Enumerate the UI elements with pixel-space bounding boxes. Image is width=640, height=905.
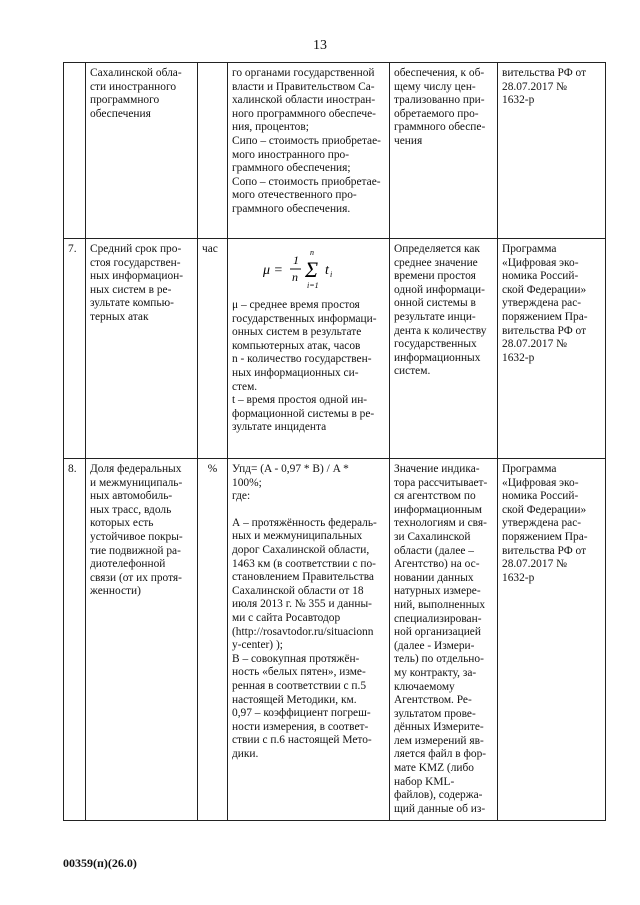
cell-line: результате инци-	[394, 310, 476, 323]
svg-text:1: 1	[292, 253, 299, 267]
cell-line: государственных информаци-	[232, 312, 377, 325]
formula-graphic	[249, 243, 369, 293]
cell-line: обретаемого про-	[394, 107, 479, 120]
cell-line: одной информаци-	[394, 283, 485, 296]
unit-cell: час	[198, 239, 228, 459]
indicator-name	[86, 63, 198, 239]
cell-line: μ – среднее время простоя	[232, 299, 360, 311]
cell-line: зультате инцидента	[232, 421, 327, 434]
cell-line: которых есть	[90, 517, 154, 530]
cell-line: 1463 км (в соответствии с по-	[232, 557, 376, 570]
indicator-name	[86, 459, 198, 821]
cell-line: технологиям и свя-	[394, 517, 487, 530]
cell-line: ния, процентов;	[232, 121, 309, 134]
cell-line: государственных	[394, 338, 477, 351]
cell-line: вительства РФ от	[502, 544, 587, 557]
cell-line: июля 2013 г. № 355 и данны-	[232, 598, 372, 611]
cell-line: ляется файл в фор-	[394, 748, 487, 761]
unit-cell: %	[198, 459, 228, 821]
table-row	[64, 239, 606, 459]
indicator-name	[86, 239, 198, 459]
cell-line: (далее - Измери-	[394, 639, 475, 652]
cell-line: новании данных	[394, 571, 474, 584]
unit-cell	[198, 63, 228, 239]
cell-line: мого иностранного про-	[232, 148, 350, 161]
cell-line: t – время простоя одной ин-	[232, 394, 368, 407]
source-cell	[498, 63, 606, 239]
cell-line: n - количество государствен-	[232, 353, 372, 366]
cell-line: ключаемому	[394, 680, 455, 693]
cell-line: вительства РФ от	[502, 324, 587, 337]
cell-line: номика Россий-	[502, 490, 579, 503]
cell-line: специализирован-	[394, 612, 482, 625]
cell-line: тора рассчитывает-	[394, 476, 488, 489]
source-cell	[498, 239, 606, 459]
cell-line: диотелефонной	[90, 558, 166, 571]
cell-line: власти и Правительством Са-	[232, 80, 375, 93]
row-number	[64, 63, 86, 239]
svg-text:n: n	[309, 248, 314, 257]
cell-line: утверждена рас-	[502, 517, 582, 530]
cell-line: дента к количеству	[394, 324, 487, 337]
page-number: 13	[313, 38, 327, 53]
cell-line: Доля федеральных	[90, 463, 182, 475]
cell-line: граммного обеспе-	[394, 121, 486, 134]
cell-line: Значение индика-	[394, 463, 480, 475]
method-cell	[390, 459, 498, 821]
cell-line: формационной системы в ре-	[232, 407, 375, 420]
cell-line: вительства РФ от	[502, 67, 587, 79]
cell-line: Cопо – стоимость приобретае-	[232, 175, 381, 188]
formula-explanation	[232, 299, 385, 435]
cell-line: му контракту, за-	[394, 666, 477, 679]
cell-line: терных атак	[90, 310, 149, 323]
cell-line: ных информационных си-	[232, 366, 359, 379]
cell-line: номика Россий-	[502, 270, 579, 283]
document-code: 00359(п)(26.0)	[63, 856, 137, 870]
cell-line: лем измерений яв-	[394, 734, 484, 747]
table-row	[64, 459, 606, 821]
cell-line: 0,97 – коэффициент погреш-	[232, 707, 371, 720]
source-cell	[498, 459, 606, 821]
cell-line: халинской области иностран-	[232, 94, 376, 107]
cell-line: 100%;	[232, 476, 262, 489]
svg-text:i: i	[329, 270, 332, 279]
cell-line: ного программного обеспече-	[232, 107, 376, 120]
cell-line: программного	[90, 94, 160, 107]
cell-line: 1632-р	[502, 351, 535, 364]
cell-line: и межмуниципаль-	[90, 476, 183, 489]
table-row	[64, 63, 606, 239]
cell-line: ренная в соответствии с п.5	[232, 679, 367, 692]
cell-line: ных и межмуниципальных	[232, 530, 363, 543]
cell-line: 1632-р	[502, 94, 535, 107]
cell-line: ской Федерации»	[502, 503, 587, 516]
cell-line: щий данные об из-	[394, 802, 486, 815]
cell-line: Cипо – стоимость приобретае-	[232, 134, 381, 147]
cell-line: области (далее –	[394, 544, 475, 557]
cell-line: зультатом прове-	[394, 707, 476, 720]
cell-line: ной организацией	[394, 626, 481, 639]
cell-line: Определяется как	[394, 243, 480, 255]
row-number: 7.	[64, 239, 86, 459]
cell-line: 1632-р	[502, 571, 535, 584]
formula-cell	[228, 239, 390, 459]
cell-line: поряжением Пра-	[502, 530, 588, 543]
cell-line: (http://rosavtodor.ru/situacionn	[232, 625, 374, 638]
cell-line: А – протяжённость федераль-	[232, 516, 377, 529]
row-number: 8.	[64, 459, 86, 821]
cell-line: зи Сахалинской	[394, 530, 471, 543]
cell-line: тие подвижной ра-	[90, 544, 181, 557]
cell-line: обеспечения	[90, 107, 151, 120]
svg-text:t: t	[324, 263, 329, 278]
cell-line: y-center) );	[232, 639, 283, 652]
cell-line: Программа	[502, 243, 557, 255]
cell-line: дики.	[232, 747, 259, 760]
cell-line: Агентством. Ре-	[394, 694, 472, 707]
cell-line: Сахалинской области от 18	[232, 584, 364, 597]
cell-line: информационных	[394, 351, 481, 364]
cell-line: ся агентством по	[394, 490, 476, 503]
svg-text:Σ: Σ	[304, 257, 318, 282]
cell-line: ных систем в ре-	[90, 283, 172, 296]
cell-line: го органами государственной	[232, 67, 375, 79]
formula-cell	[228, 63, 390, 239]
cell-line: утверждена рас-	[502, 297, 582, 310]
cell-line: щему числу цен-	[394, 80, 476, 93]
cell-line: файлов), содержа-	[394, 789, 483, 802]
cell-line: обеспечения, к об-	[394, 67, 485, 79]
cell-line: 28.07.2017 №	[502, 338, 567, 351]
cell-line: поряжением Пра-	[502, 310, 588, 323]
cell-line: мого отечественного про-	[232, 189, 357, 202]
cell-line: Средний срок про-	[90, 243, 182, 255]
cell-line: женности)	[90, 585, 141, 598]
cell-line: 28.07.2017 №	[502, 80, 567, 93]
cell-line: среднее значение	[394, 256, 478, 269]
cell-line: онных систем в результате	[232, 326, 362, 339]
cell-line: ных трасс, вдоль	[90, 503, 172, 516]
svg-text:i=1: i=1	[306, 281, 319, 290]
cell-line: граммного обеспечения;	[232, 162, 351, 175]
cell-line: ми с сайта Росавтодор	[232, 611, 341, 624]
cell-line: ных автомобиль-	[90, 490, 173, 503]
cell-line: Упд= (A - 0,97 * B) / A *	[232, 463, 349, 475]
cell-line: чения	[394, 134, 423, 147]
cell-line: трализованно при-	[394, 94, 485, 107]
cell-line: граммного обеспечения.	[232, 202, 351, 215]
cell-line: ской Федерации»	[502, 283, 587, 296]
svg-text:n: n	[291, 270, 298, 284]
cell-line: ний, выполненных	[394, 598, 486, 611]
svg-text:μ =: μ =	[262, 263, 283, 278]
cell-line: времени простоя	[394, 270, 476, 283]
mean-formula	[232, 243, 385, 293]
cell-line: мате KMZ (либо	[394, 762, 474, 775]
indicator-table	[63, 62, 606, 821]
cell-line: ствии с п.6 настоящей Мето-	[232, 734, 372, 747]
cell-line: онной системы в	[394, 297, 476, 310]
cell-line: компьютерных атак, часов	[232, 339, 361, 352]
cell-line: дённых Измерите-	[394, 721, 484, 734]
cell-line: 28.07.2017 №	[502, 558, 567, 571]
cell-line: зультате компью-	[90, 297, 174, 310]
cell-line: сти иностранного	[90, 80, 177, 93]
formula-cell	[228, 459, 390, 821]
cell-line: систем.	[394, 365, 431, 378]
cell-line: Сахалинской обла-	[90, 67, 182, 79]
cell-line: настоящей Методики, км.	[232, 693, 357, 706]
cell-line: связи (от их протя-	[90, 571, 182, 584]
method-cell	[390, 239, 498, 459]
cell-line: натурных измере-	[394, 585, 481, 598]
cell-line: Агентство) на ос-	[394, 558, 480, 571]
cell-line: «Цифровая эко-	[502, 256, 579, 269]
cell-line: ности измерения, в соответ-	[232, 720, 369, 733]
cell-line: дорог Сахалинской области,	[232, 543, 370, 556]
cell-line: тель) по отдельно-	[394, 653, 484, 666]
cell-line: ность «белых пятен», изме-	[232, 666, 366, 679]
cell-line: информационным	[394, 503, 482, 516]
method-cell	[390, 63, 498, 239]
cell-line: набор KML-	[394, 775, 455, 788]
cell-line: В – совокупная протяжён-	[232, 652, 360, 665]
cell-line: ных информацион-	[90, 270, 184, 283]
cell-line	[232, 504, 385, 517]
cell-line: стем.	[232, 380, 258, 393]
cell-line: устойчивое покры-	[90, 530, 183, 543]
cell-line: стоя государствен-	[90, 256, 181, 269]
cell-line: «Цифровая эко-	[502, 476, 579, 489]
cell-line: где:	[232, 490, 251, 503]
cell-line: становлением Правительства	[232, 571, 374, 584]
cell-line: Программа	[502, 463, 557, 475]
